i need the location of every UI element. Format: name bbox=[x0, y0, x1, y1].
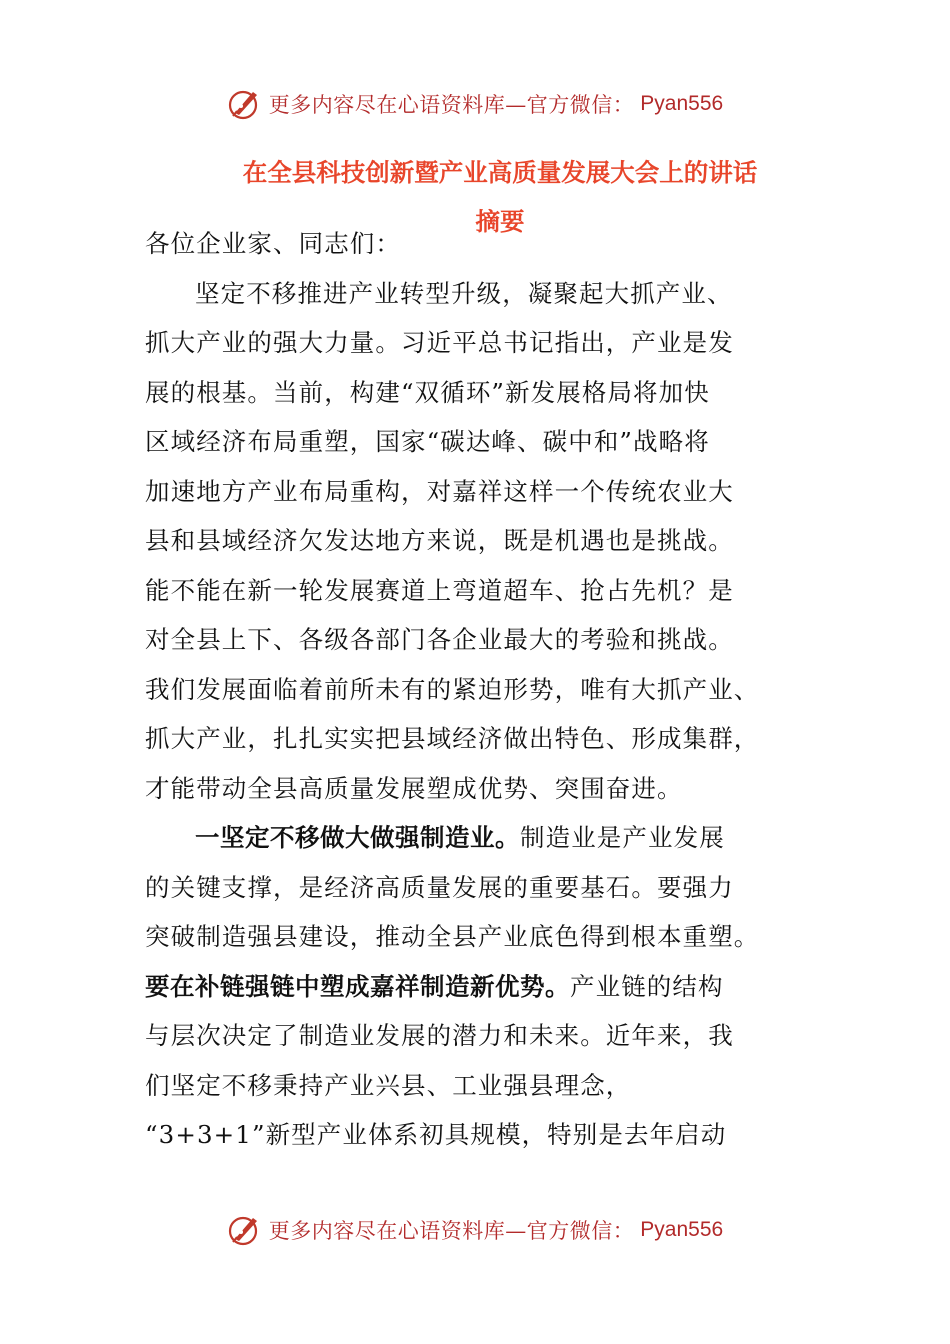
para1-line: 县和县域经济欠发达地方来说，既是机遇也是挑战。 bbox=[145, 526, 734, 555]
banner-text: 更多内容尽在心语资料库—官方微信： bbox=[268, 1219, 635, 1243]
banner-wechat-id: Pyan556 bbox=[640, 92, 724, 115]
para2-sub-line bbox=[145, 962, 807, 1012]
para1-line: 能不能在新一轮发展赛道上弯道超车、抢占先机？是 bbox=[145, 575, 734, 605]
banner-wechat-id: Pyan556 bbox=[640, 1218, 724, 1241]
header-watermark-banner bbox=[0, 82, 950, 126]
sub-heading-rest: 产业链的结构 bbox=[570, 971, 724, 1001]
quill-pen-circle-icon bbox=[227, 86, 263, 122]
para2-line: “3+3+1”新型产业体系初具规模，特别是去年启动 bbox=[145, 1120, 727, 1149]
para1-line: 加速地方产业布局重构，对嘉祥这样一个传统农业大 bbox=[145, 476, 734, 506]
section-heading: 一坚定不移做大做强制造业。 bbox=[195, 823, 520, 852]
para2-line: 与层次决定了制造业发展的潜力和未来。近年来，我 bbox=[145, 1021, 734, 1050]
para2-line: 的关键支撑，是经济高质量发展的重要基石。要强力 bbox=[145, 872, 734, 902]
para2-line: 们坚定不移秉持产业兴县、工业强县理念， bbox=[145, 1070, 632, 1100]
title-line-2: 摘要 bbox=[475, 207, 525, 236]
greeting: 各位企业家、同志们： bbox=[145, 229, 401, 258]
para1-line: 抓大产业，扎扎实实把县域经济做出特色、形成集群， bbox=[145, 724, 760, 753]
para1-line: 区域经济布局重塑，国家“碳达峰、碳中和”战略将 bbox=[145, 427, 710, 456]
para1-line: 对全县上下、各级各部门各企业最大的考验和挑战。 bbox=[145, 625, 734, 654]
para2-line1-rest: 制造业是产业发展 bbox=[520, 823, 725, 852]
para1-line: 抓大产业的强大力量。习近平总书记指出，产业是发 bbox=[145, 328, 734, 357]
para2-line: 突破制造强县建设，推动全县产业底色得到根本重塑。 bbox=[145, 922, 760, 951]
banner-text: 更多内容尽在心语资料库—官方微信： bbox=[268, 93, 635, 117]
para1-line: 展的根基。当前，构建“双循环”新发展格局将加快 bbox=[145, 377, 710, 407]
para2-first-line bbox=[145, 813, 807, 863]
sub-heading: 要在补链强链中塑成嘉祥制造新优势。 bbox=[145, 971, 570, 1001]
para1-line: 坚定不移推进产业转型升级，凝聚起大抓产业、 bbox=[195, 278, 733, 308]
footer-watermark-banner bbox=[0, 1208, 950, 1252]
para1-line: 才能带动全县高质量发展塑成优势、突围奋进。 bbox=[145, 773, 683, 803]
document-body bbox=[145, 219, 807, 1160]
quill-pen-circle-icon bbox=[227, 1212, 263, 1248]
title-line-1: 在全县科技创新暨产业高质量发展大会上的讲话 bbox=[242, 158, 758, 187]
para1-line: 我们发展面临着前所未有的紧迫形势，唯有大抓产业、 bbox=[145, 674, 760, 704]
